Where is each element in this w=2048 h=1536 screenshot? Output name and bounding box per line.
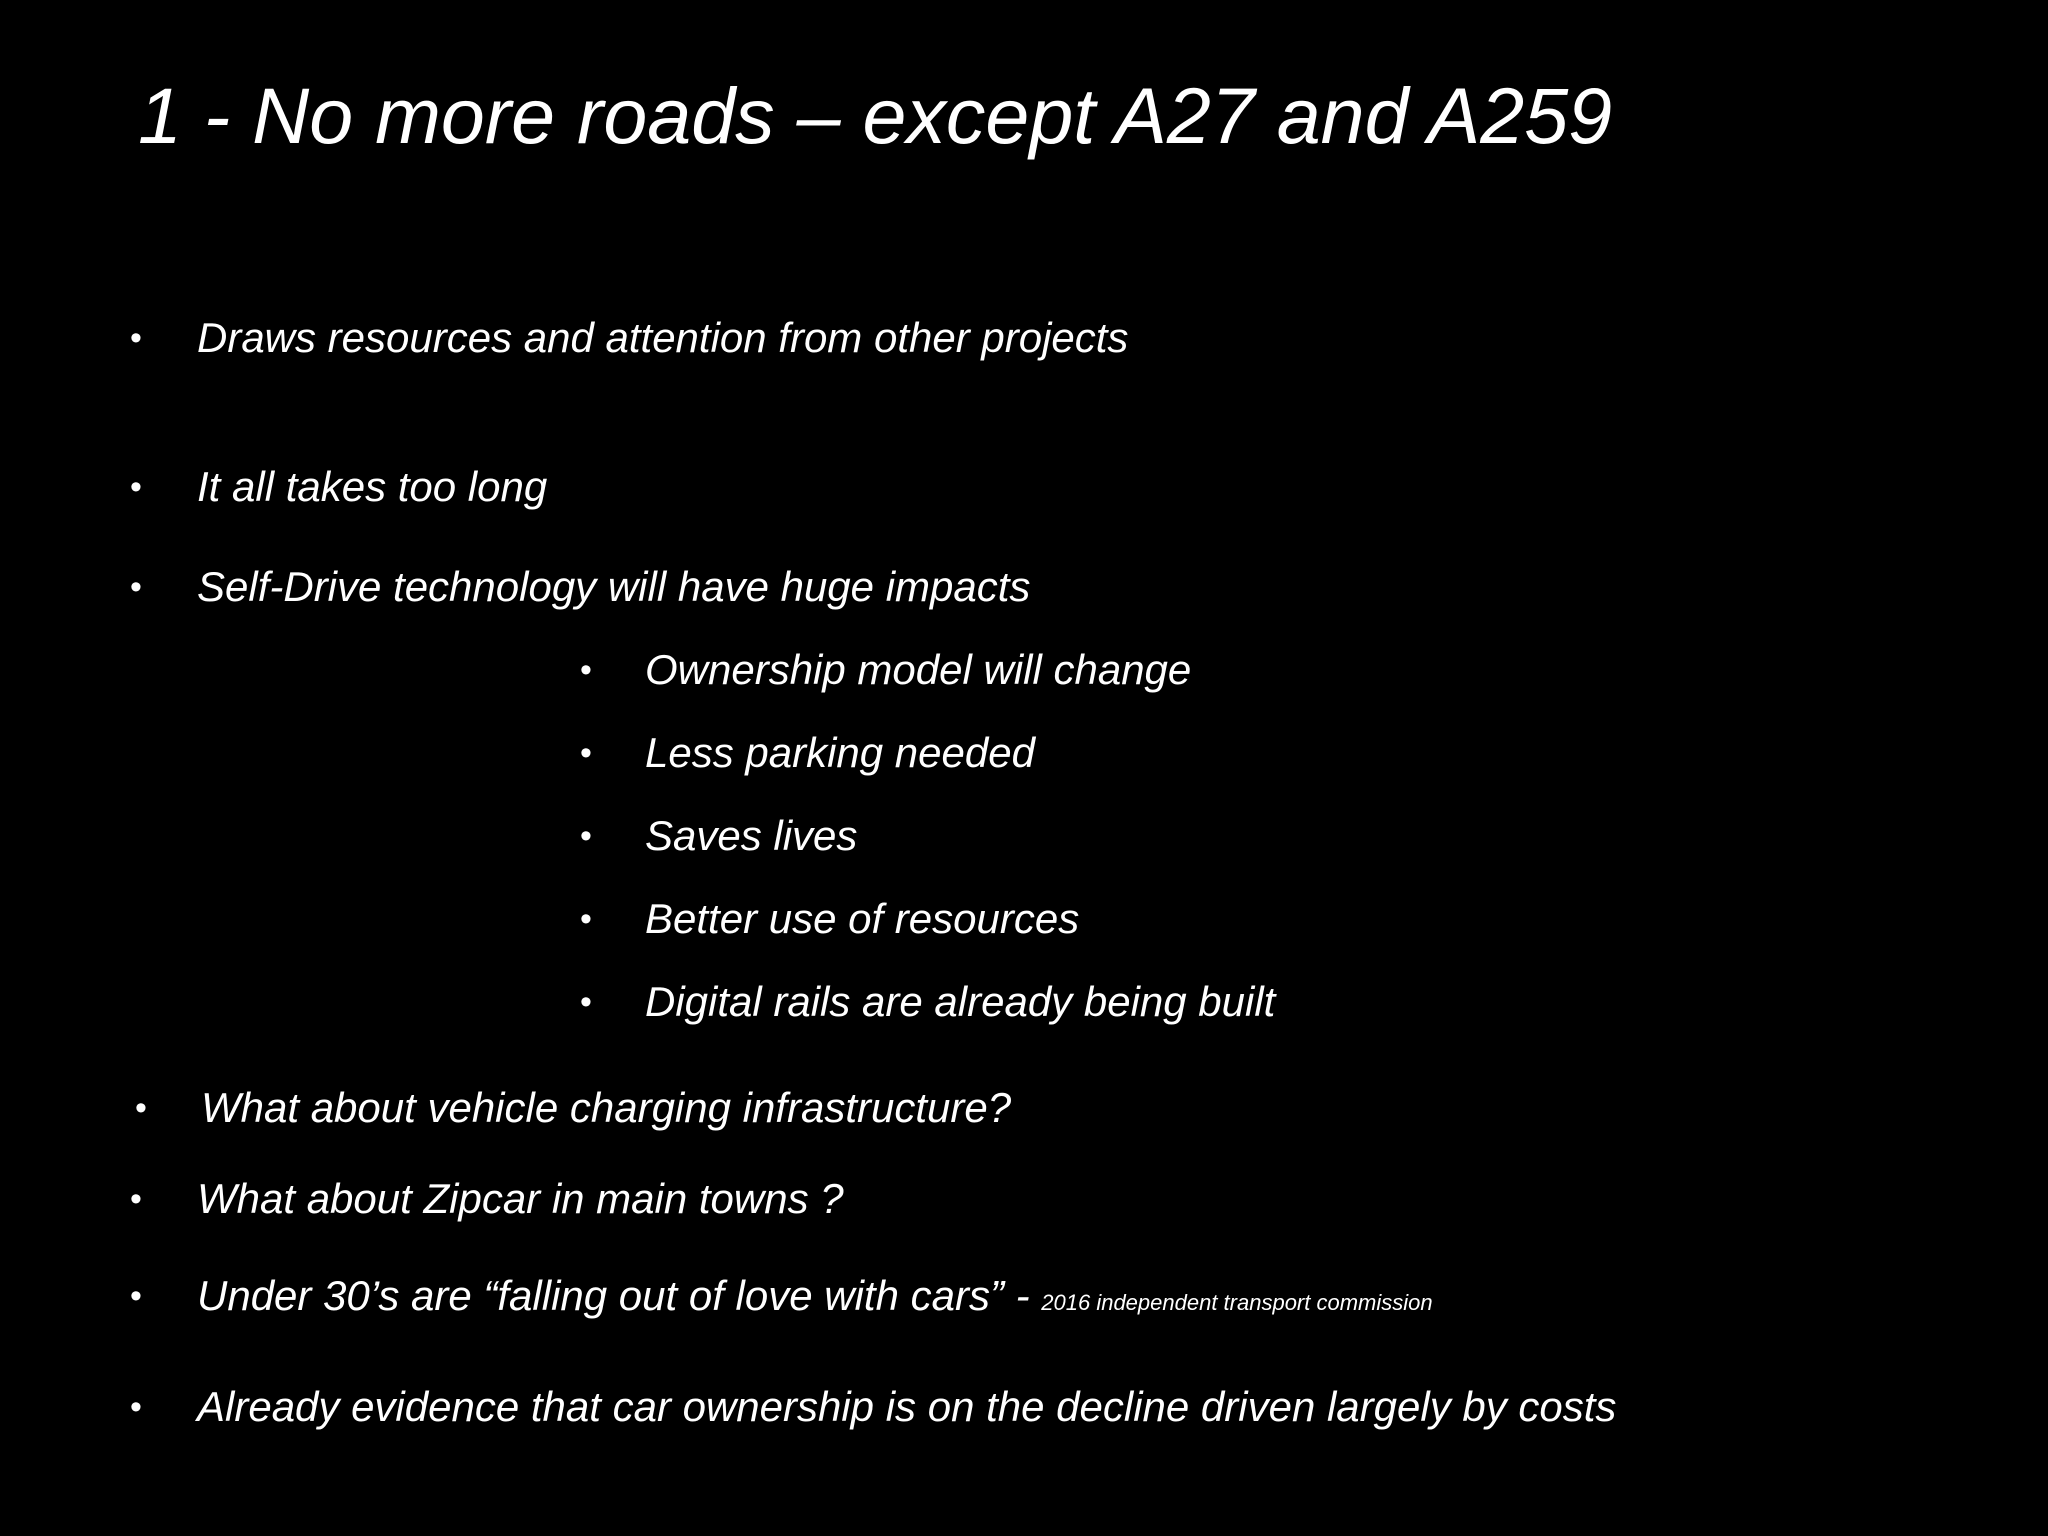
source-note: 2016 independent transport commission (1041, 1290, 1433, 1315)
bullet-text: Draws resources and attention from other projects (197, 314, 1129, 361)
bullet-text-with-note (197, 1268, 1433, 1331)
bullet-glyph: • (135, 1089, 147, 1127)
bullet-glyph: • (580, 983, 592, 1021)
bullet-text: Under 30’s are “falling out of love with cars” - (197, 1272, 1042, 1319)
bullet-glyph: • (130, 568, 142, 606)
bullet-text: Already evidence that car ownership is on the decline driven largely by costs (197, 1383, 1617, 1430)
bullet-glyph: • (580, 817, 592, 855)
bullet-text: Less parking needed (645, 729, 1035, 776)
bullet-glyph: • (130, 1388, 142, 1426)
bullet-glyph: • (580, 651, 592, 689)
slide-title: 1 - No more roads – except A27 and A259 (138, 71, 1613, 160)
bullet-text: Self-Drive technology will have huge impacts (197, 563, 1031, 610)
bullet-glyph: • (580, 900, 592, 938)
bullet-glyph: • (130, 1180, 142, 1218)
bullet-glyph: • (130, 319, 142, 357)
bullet-text: Digital rails are already being built (645, 978, 1276, 1025)
bullet-text: What about vehicle charging infrastructure? (201, 1084, 1012, 1131)
bullet-text: What about Zipcar in main towns ? (197, 1175, 844, 1222)
bullet-glyph: • (130, 468, 142, 506)
bullet-text: Saves lives (645, 812, 858, 859)
bullet-text: Better use of resources (645, 895, 1080, 942)
bullet-text: Ownership model will change (645, 646, 1192, 693)
bullet-glyph: • (130, 1277, 142, 1315)
bullet-text: It all takes too long (197, 463, 548, 510)
bullet-glyph: • (580, 734, 592, 772)
